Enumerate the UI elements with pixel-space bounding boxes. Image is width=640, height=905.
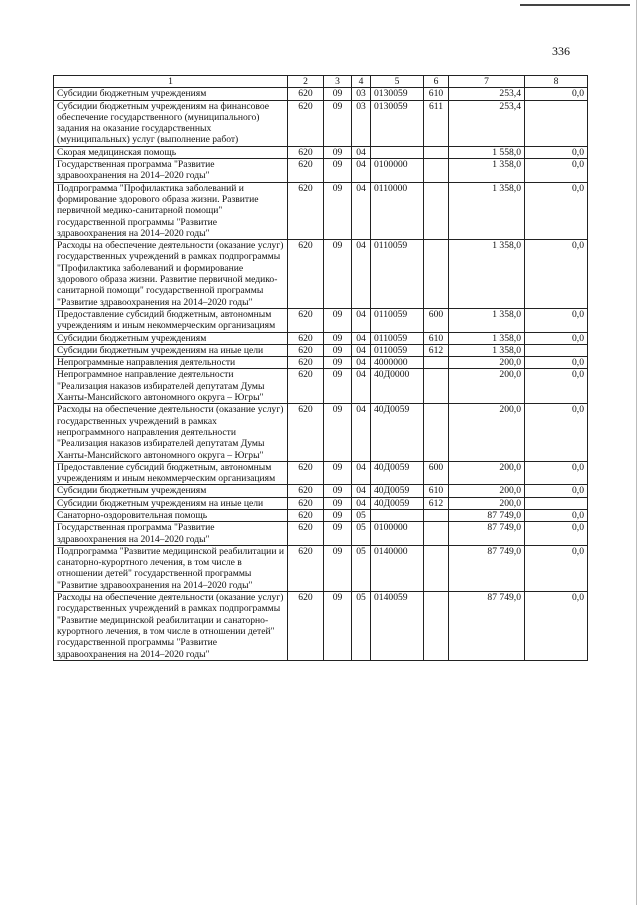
target-article-cell bbox=[371, 146, 424, 158]
ministry-code-cell: 620 bbox=[288, 88, 324, 100]
section-code-cell: 09 bbox=[324, 146, 352, 158]
expense-type-cell: 610 bbox=[424, 88, 449, 100]
section-code-cell: 09 bbox=[324, 100, 352, 146]
ministry-code-cell: 620 bbox=[288, 182, 324, 239]
table-row bbox=[54, 100, 588, 146]
subsection-code-cell: 03 bbox=[352, 100, 371, 146]
ministry-code-cell: 620 bbox=[288, 509, 324, 521]
target-article-cell: 4000000 bbox=[371, 357, 424, 369]
expense-type-cell bbox=[424, 357, 449, 369]
column-header: 5 bbox=[371, 76, 424, 88]
expense-type-cell bbox=[424, 146, 449, 158]
ministry-code-cell: 620 bbox=[288, 332, 324, 344]
section-code-cell: 09 bbox=[324, 522, 352, 546]
target-article-cell bbox=[371, 509, 424, 521]
target-article-cell: 0110059 bbox=[371, 240, 424, 309]
target-article-cell: 0110059 bbox=[371, 344, 424, 356]
amount-2-cell: 0,0 bbox=[525, 357, 588, 369]
section-code-cell: 09 bbox=[324, 545, 352, 591]
ministry-code-cell: 620 bbox=[288, 522, 324, 546]
top-rule bbox=[520, 4, 630, 6]
row-name-cell: Субсидии бюджетным учреждениям на иные цели bbox=[54, 344, 288, 356]
row-name-cell: Субсидии бюджетным учреждениям на иные цели bbox=[54, 497, 288, 509]
amount-cell: 253,4 bbox=[449, 100, 525, 146]
table-row bbox=[54, 522, 588, 546]
expense-type-cell bbox=[424, 545, 449, 591]
table-row bbox=[54, 344, 588, 356]
table-row bbox=[54, 159, 588, 183]
row-name-cell: Непрограммное направление деятельности "Реализация наказов избирателей депутатам Думы Ханты-Мансийского автономного округа – Югры" bbox=[54, 369, 288, 404]
section-code-cell: 09 bbox=[324, 497, 352, 509]
subsection-code-cell: 03 bbox=[352, 88, 371, 100]
amount-cell: 1 358,0 bbox=[449, 240, 525, 309]
target-article-cell: 0130059 bbox=[371, 88, 424, 100]
expense-type-cell bbox=[424, 369, 449, 404]
budget-table bbox=[53, 75, 588, 661]
section-code-cell: 09 bbox=[324, 485, 352, 497]
ministry-code-cell: 620 bbox=[288, 357, 324, 369]
amount-2-cell: 0,0 bbox=[525, 545, 588, 591]
expense-type-cell: 612 bbox=[424, 344, 449, 356]
amount-cell: 1 358,0 bbox=[449, 332, 525, 344]
ministry-code-cell: 620 bbox=[288, 545, 324, 591]
subsection-code-cell: 05 bbox=[352, 509, 371, 521]
row-name-cell: Предоставление субсидий бюджетным, автономным учреждениям и иным некоммерческим организациям bbox=[54, 461, 288, 485]
expense-type-cell bbox=[424, 592, 449, 661]
column-header: 3 bbox=[324, 76, 352, 88]
target-article-cell: 40Д0000 bbox=[371, 369, 424, 404]
section-code-cell: 09 bbox=[324, 357, 352, 369]
expense-type-cell: 610 bbox=[424, 485, 449, 497]
target-article-cell: 0100000 bbox=[371, 159, 424, 183]
amount-cell: 200,0 bbox=[449, 497, 525, 509]
ministry-code-cell: 620 bbox=[288, 159, 324, 183]
column-header: 2 bbox=[288, 76, 324, 88]
amount-cell: 87 749,0 bbox=[449, 592, 525, 661]
target-article-cell: 0140000 bbox=[371, 545, 424, 591]
section-code-cell: 09 bbox=[324, 404, 352, 461]
amount-cell: 200,0 bbox=[449, 461, 525, 485]
section-code-cell: 09 bbox=[324, 308, 352, 332]
ministry-code-cell: 620 bbox=[288, 592, 324, 661]
expense-type-cell bbox=[424, 522, 449, 546]
subsection-code-cell: 05 bbox=[352, 545, 371, 591]
table-row bbox=[54, 497, 588, 509]
table-row bbox=[54, 357, 588, 369]
amount-2-cell: 0,0 bbox=[525, 182, 588, 239]
subsection-code-cell: 04 bbox=[352, 146, 371, 158]
row-name-cell: Субсидии бюджетным учреждениям bbox=[54, 332, 288, 344]
amount-2-cell: 0,0 bbox=[525, 240, 588, 309]
row-name-cell: Скорая медицинская помощь bbox=[54, 146, 288, 158]
row-name-cell: Подпрограмма "Профилактика заболеваний и формирование здорового образа жизни. Развитие первичной медико-санитарной помощи" государственной программы "Развитие здравоохранения на 2014–2020 годы" bbox=[54, 182, 288, 239]
target-article-cell: 0110059 bbox=[371, 332, 424, 344]
ministry-code-cell: 620 bbox=[288, 404, 324, 461]
section-code-cell: 09 bbox=[324, 509, 352, 521]
amount-2-cell bbox=[525, 100, 588, 146]
column-header: 7 bbox=[449, 76, 525, 88]
row-name-cell: Предоставление субсидий бюджетным, автономным учреждениям и иным некоммерческим организациям bbox=[54, 308, 288, 332]
ministry-code-cell: 620 bbox=[288, 461, 324, 485]
section-code-cell: 09 bbox=[324, 332, 352, 344]
amount-cell: 1 358,0 bbox=[449, 344, 525, 356]
amount-2-cell: 0,0 bbox=[525, 461, 588, 485]
table-row bbox=[54, 485, 588, 497]
subsection-code-cell: 04 bbox=[352, 332, 371, 344]
target-article-cell: 0110000 bbox=[371, 182, 424, 239]
subsection-code-cell: 04 bbox=[352, 344, 371, 356]
subsection-code-cell: 04 bbox=[352, 369, 371, 404]
target-article-cell: 40Д0059 bbox=[371, 485, 424, 497]
target-article-cell: 0130059 bbox=[371, 100, 424, 146]
row-name-cell: Санаторно-оздоровительная помощь bbox=[54, 509, 288, 521]
ministry-code-cell: 620 bbox=[288, 497, 324, 509]
subsection-code-cell: 05 bbox=[352, 522, 371, 546]
amount-cell: 200,0 bbox=[449, 357, 525, 369]
expense-type-cell bbox=[424, 509, 449, 521]
subsection-code-cell: 05 bbox=[352, 592, 371, 661]
subsection-code-cell: 04 bbox=[352, 240, 371, 309]
amount-cell: 87 749,0 bbox=[449, 522, 525, 546]
subsection-code-cell: 04 bbox=[352, 461, 371, 485]
amount-cell: 87 749,0 bbox=[449, 545, 525, 591]
amount-cell: 200,0 bbox=[449, 485, 525, 497]
row-name-cell: Субсидии бюджетным учреждениям bbox=[54, 485, 288, 497]
expense-type-cell: 610 bbox=[424, 332, 449, 344]
amount-2-cell: 0,0 bbox=[525, 159, 588, 183]
subsection-code-cell: 04 bbox=[352, 182, 371, 239]
amount-cell: 200,0 bbox=[449, 404, 525, 461]
column-header: 1 bbox=[54, 76, 288, 88]
subsection-code-cell: 04 bbox=[352, 159, 371, 183]
row-name-cell: Расходы на обеспечение деятельности (оказание услуг) государственных учреждений в рамках подпрограммы "Развитие медицинской реабилитации и санаторно-курортного лечения, в том числе в отношении детей" государственной программы "Развитие здравоохранения на 2014–2020 годы" bbox=[54, 592, 288, 661]
amount-cell: 1 358,0 bbox=[449, 308, 525, 332]
column-header: 4 bbox=[352, 76, 371, 88]
row-name-cell: Расходы на обеспечение деятельности (оказание услуг) государственных учреждений в рамках подпрограммы "Профилактика заболеваний и формирование здорового образа жизни. Развитие первичной медико-санитарной помощи" государственной программы "Развитие здравоохранения на 2014–2020 годы" bbox=[54, 240, 288, 309]
expense-type-cell bbox=[424, 404, 449, 461]
amount-2-cell: 0,0 bbox=[525, 485, 588, 497]
expense-type-cell: 612 bbox=[424, 497, 449, 509]
row-name-cell: Непрограммные направления деятельности bbox=[54, 357, 288, 369]
table-row bbox=[54, 592, 588, 661]
expense-type-cell: 600 bbox=[424, 308, 449, 332]
ministry-code-cell: 620 bbox=[288, 100, 324, 146]
ministry-code-cell: 620 bbox=[288, 369, 324, 404]
ministry-code-cell: 620 bbox=[288, 344, 324, 356]
expense-type-cell bbox=[424, 159, 449, 183]
section-code-cell: 09 bbox=[324, 592, 352, 661]
ministry-code-cell: 620 bbox=[288, 485, 324, 497]
target-article-cell: 0140059 bbox=[371, 592, 424, 661]
section-code-cell: 09 bbox=[324, 159, 352, 183]
ministry-code-cell: 620 bbox=[288, 146, 324, 158]
table-row bbox=[54, 88, 588, 100]
table-row bbox=[54, 308, 588, 332]
subsection-code-cell: 04 bbox=[352, 485, 371, 497]
target-article-cell: 0100000 bbox=[371, 522, 424, 546]
subsection-code-cell: 04 bbox=[352, 497, 371, 509]
amount-cell: 87 749,0 bbox=[449, 509, 525, 521]
amount-2-cell: 0,0 bbox=[525, 522, 588, 546]
subsection-code-cell: 04 bbox=[352, 357, 371, 369]
row-name-cell: Государственная программа "Развитие здравоохранения на 2014–2020 годы" bbox=[54, 522, 288, 546]
table-row bbox=[54, 369, 588, 404]
row-name-cell: Субсидии бюджетным учреждениям на финансовое обеспечение государственного (муниципального) задания на оказание государственных (муниципальных) услуг (выполнение работ) bbox=[54, 100, 288, 146]
subsection-code-cell: 04 bbox=[352, 404, 371, 461]
column-header: 8 bbox=[525, 76, 588, 88]
section-code-cell: 09 bbox=[324, 182, 352, 239]
amount-2-cell: 0,0 bbox=[525, 369, 588, 404]
subsection-code-cell: 04 bbox=[352, 308, 371, 332]
ministry-code-cell: 620 bbox=[288, 240, 324, 309]
amount-2-cell bbox=[525, 497, 588, 509]
amount-2-cell: 0,0 bbox=[525, 146, 588, 158]
table-body bbox=[54, 88, 588, 661]
table-row bbox=[54, 404, 588, 461]
target-article-cell: 0110059 bbox=[371, 308, 424, 332]
section-code-cell: 09 bbox=[324, 88, 352, 100]
row-name-cell: Подпрограмма "Развитие медицинской реабилитации и санаторно-курортного лечения, в том числе в отношении детей" государственной программы "Развитие здравоохранения на 2014–2020 годы" bbox=[54, 545, 288, 591]
target-article-cell: 40Д0059 bbox=[371, 404, 424, 461]
amount-cell: 1 358,0 bbox=[449, 159, 525, 183]
amount-cell: 1 558,0 bbox=[449, 146, 525, 158]
column-header: 6 bbox=[424, 76, 449, 88]
row-name-cell: Расходы на обеспечение деятельности (оказание услуг) государственных учреждений в рамках непрограммного направления деятельности "Реализация наказов избирателей депутатам Думы Ханты-Мансийского автономного округа – Югры" bbox=[54, 404, 288, 461]
expense-type-cell: 611 bbox=[424, 100, 449, 146]
page-edge bbox=[636, 0, 637, 905]
table-row bbox=[54, 332, 588, 344]
amount-cell: 253,4 bbox=[449, 88, 525, 100]
section-code-cell: 09 bbox=[324, 240, 352, 309]
target-article-cell: 40Д0059 bbox=[371, 497, 424, 509]
row-name-cell: Государственная программа "Развитие здравоохранения на 2014–2020 годы" bbox=[54, 159, 288, 183]
page-number: 336 bbox=[552, 44, 570, 58]
section-code-cell: 09 bbox=[324, 344, 352, 356]
table-row bbox=[54, 461, 588, 485]
target-article-cell: 40Д0059 bbox=[371, 461, 424, 485]
amount-2-cell: 0,0 bbox=[525, 404, 588, 461]
amount-2-cell bbox=[525, 344, 588, 356]
amount-cell: 1 358,0 bbox=[449, 182, 525, 239]
expense-type-cell: 600 bbox=[424, 461, 449, 485]
section-code-cell: 09 bbox=[324, 369, 352, 404]
amount-2-cell: 0,0 bbox=[525, 509, 588, 521]
expense-type-cell bbox=[424, 240, 449, 309]
expense-type-cell bbox=[424, 182, 449, 239]
amount-2-cell: 0,0 bbox=[525, 332, 588, 344]
amount-2-cell: 0,0 bbox=[525, 592, 588, 661]
amount-cell: 200,0 bbox=[449, 369, 525, 404]
table-row bbox=[54, 240, 588, 309]
table-row bbox=[54, 509, 588, 521]
ministry-code-cell: 620 bbox=[288, 308, 324, 332]
amount-2-cell: 0,0 bbox=[525, 88, 588, 100]
section-code-cell: 09 bbox=[324, 461, 352, 485]
amount-2-cell: 0,0 bbox=[525, 308, 588, 332]
table-row bbox=[54, 182, 588, 239]
table-header-row bbox=[54, 76, 588, 88]
row-name-cell: Субсидии бюджетным учреждениям bbox=[54, 88, 288, 100]
table-row bbox=[54, 545, 588, 591]
table-row bbox=[54, 146, 588, 158]
